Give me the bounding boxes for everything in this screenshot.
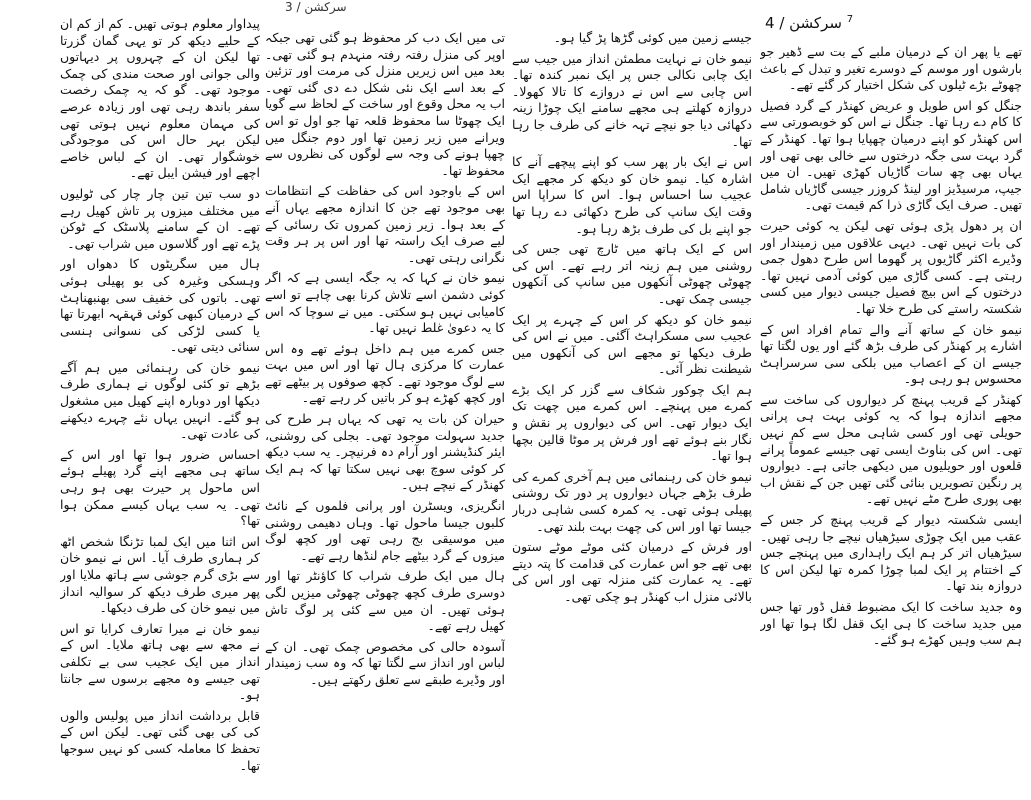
paragraph: تھے یا پھر ان کے درمیان ملبے کے بت سے ڈھیر جو بارشوں اور موسم کے دوسرے تغیر و تبدل کے باعث چھوٹے بڑے ٹیلوں کی شکل اختیار کر گئے تھے۔	[760, 44, 1022, 93]
paragraph: پیداوار معلوم ہوتی تھیں۔ کم از کم ان کے حلیے دیکھ کر تو یہی گمان گزرتا تھا لیکن ان کے چہروں پر دیہاتوں والی جوانی اور صحت مندی کی چمک موجود تھی۔ گو کہ یہ چمک رخصت سفر باندھ رہی تھی اور زیادہ عرصے کی مہمان معلوم نہیں ہوتی تھی لیکن بہر حال اس کی موجودگی خوشگوار تھی۔ ان کے لباس خاصے اچھے اور فیشن ایبل تھے۔	[60, 16, 260, 181]
paragraph: کھنڈر کے قریب پہنچ کر دیواروں کی ساخت سے مجھے اندازہ ہوا کہ یہ کوئی بہت ہی پرانی حویلی تھی اور کسی شاہی محل سے کم نہیں تھی۔ اس کی بناوٹ ایسی تھی جیسے عموماً پرانے قلعوں اور حویلیوں میں دیکھی جاتی ہے۔ دیواروں پر رنگین تصویریں بنائی گئی تھیں جن کے نقش اب بھی پوری طرح مٹے نہیں تھے۔	[760, 391, 1022, 507]
paragraph: نیمو خان نے کہا کہ یہ جگہ ایسی ہے کہ اگر کوئی دشمن اسے تلاش کرنا بھی چاہے تو اسے کامیابی نہیں ہو سکتی۔ میں نے سوچا کہ اس کا یہ دعویٰ غلط نہیں تھا۔	[265, 270, 505, 336]
paragraph: نیمو خان کی رہنمائی میں ہم آخری کمرے کی طرف بڑھے جہاں دیواروں پر دور تک روشنی پھیلی ہوئی تھی۔ یہ کمرہ کسی شاہی دربار جیسا تھا اور اس کی چھت بہت بلند تھی۔	[512, 468, 752, 534]
page-header	[765, 14, 853, 32]
paragraph: دو سب تین تین چار چار کی ٹولیوں میں مختلف میزوں پر تاش کھیل رہے تھے۔ ان کے سامنے پلاسٹک کے ٹوکن پڑے تھے اور گلاسوں میں شراب تھی۔	[60, 185, 260, 251]
paragraph: اس اثنا میں ایک لمبا تڑنگا شخص اٹھ کر ہماری طرف آیا۔ اس نے نیمو خان سے بڑی گرم جوشی سے ہاتھ ملایا اور پھر میری طرف دیکھ کر سوالیہ انداز میں نیمو خان کی طرف دیکھا۔	[60, 533, 260, 616]
paragraph: اس کے ایک ہاتھ میں ٹارچ تھی جس کی روشنی میں ہم زینہ اتر رہے تھے۔ اس کی چھوٹی چھوٹی آنکھوں میں سانپ کی آنکھوں جیسی چمک تھی۔	[512, 241, 752, 306]
paragraph: قابل برداشت انداز میں پولیس والوں کی کی بھی گئی تھی۔ لیکن اس کے تحفظ کا معاملہ کسی کو نہیں سوجھا تھا۔	[60, 707, 260, 773]
paragraph: ہم ایک چوکور شکاف سے گزر کر ایک بڑے کمرے میں پہنچے۔ اس کمرے میں چھت تک ایک دیوار تھی۔ اس کی دیواروں پر نقش و نگار بنے ہوئے تھے اور فرش پر موٹا قالین بچھا ہوا تھا۔	[512, 381, 752, 464]
text-column-4	[60, 16, 260, 794]
paragraph: ہال میں ایک طرف شراب کا کاؤنٹر تھا اور دوسری طرف کچھ چھوٹی چھوٹی میزیں لگی ہوئی تھیں۔ ان میں سے کئی پر لوگ تاش کھیل رہے تھے۔	[265, 568, 505, 634]
paragraph: ایسی شکستہ دیوار کے قریب پہنچ کر جس کے عقب میں ایک چوڑی سیڑھیاں نیچے جا رہی تھیں۔ سیڑھیاں اتر کر ہم ایک راہداری میں پہنچے جس کے اختتام پر ایک لمبا چوڑا کمرہ تھا لیکن اس کا دروازہ بند تھا۔	[760, 512, 1022, 594]
paragraph: نیمو خان نے میرا تعارف کرایا تو اس نے مجھ سے بھی ہاتھ ملایا۔ اس کے انداز میں ایک عجیب سی بے تکلفی تھی جیسے وہ مجھے برسوں سے جانتا ہو۔	[60, 620, 260, 703]
page-note: 7	[846, 14, 854, 25]
paragraph: ہال میں سگریٹوں کا دھواں اور وہسکی وغیرہ کی بو پھیلی ہوئی تھی۔ باتوں کی خفیف سی بھنبھناہٹ کے درمیان کبھی کوئی قہقہہ ابھرتا تھا یا کسی لڑکی کی نسوانی ہنسی سنائی دیتی تھی۔	[60, 256, 260, 355]
paragraph: جیسے زمین میں کوئی گڑھا پڑ گیا ہو۔	[553, 30, 752, 45]
paragraph: تی میں ایک دب کر محفوظ ہو گئی تھی جبکہ اوپر کی منزل رفتہ رفتہ منہدم ہو گئی تھی۔ بعد میں اس زیریں منزل کی مرمت اور تزئین کے بعد اسے ایک نئی شکل دے دی گئی تھی۔ اب یہ محل وقوع اور ساخت کے لحاظ سے گویا ایک چھوٹا سا محفوظ قلعہ تھا جو اول تو اس ویرانے میں زیر زمین تھا اور دوم جنگل میں چھپا ہونے کی وجہ سے لوگوں کی نظروں سے محفوظ تھا۔	[265, 30, 505, 178]
paragraph: اس کے باوجود اس کی حفاظت کے انتظامات بھی موجود تھے جن کا اندازہ مجھے یہاں آنے کے بعد ہوا۔ زیر زمین کمروں تک رسائی کے لیے صرف ایک راستہ تھا اور اس پر ہر وقت نگرانی رہتی تھی۔	[265, 183, 505, 265]
paragraph: نیمو خان نے نہایت مطمئن انداز میں جیب سے ایک چابی نکالی جس پر ایک نمبر کندہ تھا۔ اس چابی سے اس نے دروازے کا تالا کھولا۔ دروازہ کھلتے ہی مجھے سامنے ایک چوڑا زینہ دکھائی دیا جو نیچے تہہ خانے کی طرف جا رہا تھا۔	[512, 50, 752, 149]
paragraph: جنگل کو اس طویل و عریض کھنڈر کے گرد فصیل کا کام دے رہا تھا۔ جنگل نے اس کو خوبصورتی سے اس کھنڈر کو اپنے درمیان چھپایا ہوا تھا۔ کھنڈر کے گرد بہت سی جگہ درختوں سے خالی بھی تھی اور یہاں بھی چھ سات گاڑیاں کھڑی تھیں۔ ان میں جیپ، مرسیڈیز اور لینڈ کروزر جیسی گاڑیاں شامل تھیں۔ صرف ایک گاڑی ذرا کم قیمت تھی۔	[760, 97, 1022, 213]
paragraph: نیمو خان کو دیکھ کر اس کے چہرے پر ایک عجیب سی مسکراہٹ آگئی۔ میں نے اس کی طرف دیکھا تو مجھے اس کی آنکھوں میں شیطنت نظر آئی۔	[512, 311, 752, 377]
paragraph: حیران کن بات یہ تھی کہ یہاں ہر طرح کی جدید سہولت موجود تھی۔ بجلی کی روشنی، ایئر کنڈیشنر اور آرام دہ فرنیچر۔ یہ سب دیکھ کر کوئی سوچ بھی نہیں سکتا تھا کہ ہم ایک کھنڈر کے نیچے ہیں۔	[265, 411, 505, 493]
paragraph: اور فرش کے درمیان کئی موٹے موٹے ستون بھی تھے جو اس عمارت کی قدامت کا پتہ دیتے تھے۔ یہ عمارت کئی منزلہ تھی اور اس کی بالائی منزل اب کھنڈر ہو چکی تھی۔	[512, 539, 752, 604]
paragraph: وہ جدید ساخت کا ایک مضبوط قفل ڈور تھا جس میں جدید ساخت کا ہی ایک قفل لگا ہوا تھا اور ہم سب وہیں کھڑے ہو گئے۔	[760, 599, 1022, 648]
text-column-3	[265, 30, 505, 794]
page-title: سرکشن / 4	[765, 14, 842, 32]
paragraph: آسودہ حالی کی مخصوص چمک تھی۔ ان کے لباس اور انداز سے لگتا تھا کہ وہ سب زمیندار اور وڈیرے طبقے سے تعلق رکھتے ہیں۔	[265, 638, 505, 687]
paragraph: احساس ضرور ہوا تھا اور اس کے ساتھ ہی مجھے اپنے گرد پھیلے ہوئے اس ماحول پر حیرت بھی ہو رہی تھی۔ یہ سب یہاں کیسے ممکن ہوا تھا؟	[60, 446, 260, 529]
paragraph: ان پر دھول پڑی ہوئی تھی لیکن یہ کوئی حیرت کی بات نہیں تھی۔ دیہی علاقوں میں زمیندار اور وڈیرے اکثر گاڑیوں پر گھوما اس طرح دھول جمی رہتی ہے۔ کسی گاڑی میں کوئی آدمی نہیں تھا۔ درختوں کے اس بیچ فصیل جیسی دیوار میں کسی شکستہ راستے کی طرح خلا تھا۔	[760, 217, 1022, 316]
paragraph: انگریزی، ویسٹرن اور پرانی فلموں کے نائٹ کلبوں جیسا ماحول تھا۔ وہاں دھیمی روشنی میں موسیقی بج رہی تھی اور کچھ لوگ میزوں کے گرد بیٹھے جام لنڈھا رہے تھے۔	[265, 498, 505, 563]
paragraph: نیمو خان کے ساتھ آنے والے تمام افراد اس کے اشارے پر کھنڈر کی طرف بڑھ گئے اور یوں لگتا تھا جیسے ان کے اعصاب میں بلکی سی سرسراہٹ محسوس ہو رہی ہو۔	[760, 321, 1022, 387]
paragraph: اس نے ایک بار پھر سب کو اپنے پیچھے آنے کا اشارہ کیا۔ نیمو خان کو دیکھ کر مجھے ایک عجیب سا احساس ہوا۔ اس کا سراپا اس وقت ایک سانپ کی طرح دکھائی دے رہا تھا جو اپنے بل کی طرف بڑھ رہا ہو۔	[512, 154, 752, 236]
left-page-header: سرکشن / 3	[285, 0, 347, 14]
paragraph: نیمو خان کی رہنمائی میں ہم آگے بڑھے تو کئی لوگوں نے ہماری طرف دیکھا اور دوبارہ اپنے کھیل میں مشغول ہو گئے۔ انہیں یہاں نئے چہرے دیکھنے کی عادت تھی۔	[60, 359, 260, 442]
text-column-2	[512, 30, 752, 794]
paragraph: جس کمرے میں ہم داخل ہوئے تھے وہ اس عمارت کا مرکزی ہال تھا اور اس میں بہت سے لوگ موجود تھے۔ کچھ صوفوں پر بیٹھے تھے اور کچھ کھڑے ہو کر باتیں کر رہے تھے۔	[265, 340, 505, 406]
text-column-1	[760, 44, 1022, 794]
